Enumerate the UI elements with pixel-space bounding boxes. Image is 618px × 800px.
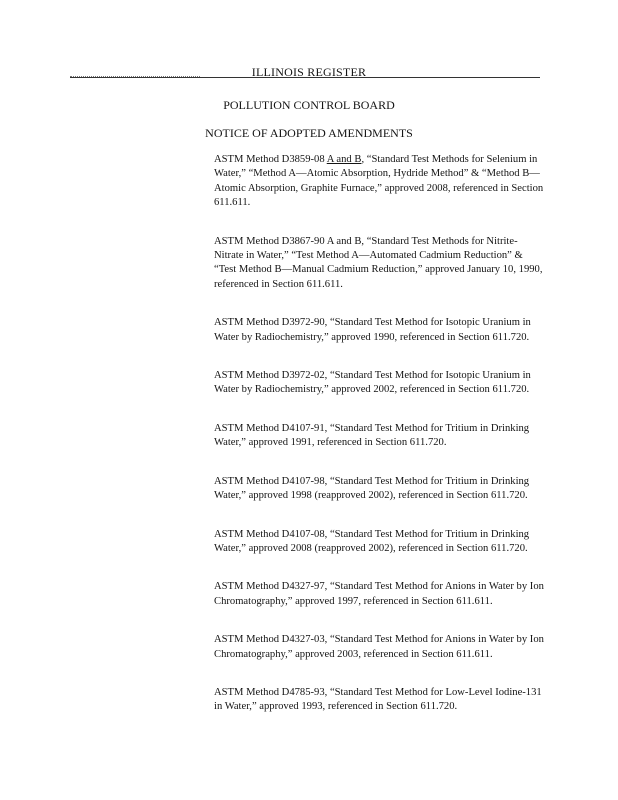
notice-heading: NOTICE OF ADOPTED AMENDMENTS	[205, 126, 413, 140]
method-entry: ASTM Method D4107-91, “Standard Test Method for Tritium in Drinking Water,” approved 1991, referenced in Section 611.720.	[214, 422, 530, 449]
method-entry: ASTM Method D4107-08, “Standard Test Method for Tritium in Drinking Water,” approved 2008 (reapproved 2002), referenced in Section 611.720.	[214, 528, 530, 554]
method-entry: ASTM Method D3972-02, “Standard Test Method for Isotopic Uranium in Water by Radiochemistry,” approved 2002, referenced in Section 611.720.	[214, 370, 531, 396]
board-name: POLLUTION CONTROL BOARD	[223, 98, 395, 112]
register-title: ILLINOIS REGISTER	[251, 65, 367, 79]
method-entry: ASTM Method D4327-97, “Standard Test Method for Anions in Water by Ion Chromatography,” approved 1997, referenced in Section 611.611.	[214, 581, 544, 607]
method-entry: ASTM Method D3859-08 A and B, “Standard Test Methods for Selenium in Water,” “Method A—Atomic Absorption, Hydride Method” & “Method B—Atomic Absorption, Graphite Furnace,” approved 2008, referenced in Section 611.611.	[214, 154, 544, 209]
inserted-text: A and B	[326, 154, 362, 165]
method-entry: ASTM Method D3972-90, “Standard Test Method for Isotopic Uranium in Water by Radiochemistry,” approved 1990, referenced in Section 611.720.	[214, 317, 531, 343]
method-list	[214, 153, 544, 739]
method-entry: ASTM Method D4785-93, “Standard Test Method for Low-Level Iodine-131 in Water,” approved 1993, referenced in Section 611.720.	[214, 686, 542, 713]
method-entry: ASTM Method D3867-90 A and B, “Standard Test Methods for Nitrite-Nitrate in Water,” “Test Method A—Automated Cadmium Reduction” & “Test Method B—Manual Cadmium Reduction,” approved January 10, 1990, referenced in Section 611.611.	[214, 235, 543, 290]
method-entry: ASTM Method D4327-03, “Standard Test Method for Anions in Water by Ion Chromatography,” approved 2003, referenced in Section 611.611.	[214, 634, 544, 660]
method-entry: ASTM Method D4107-98, “Standard Test Method for Tritium in Drinking Water,” approved 1998 (reapproved 2002), referenced in Section 611.720.	[214, 475, 530, 502]
